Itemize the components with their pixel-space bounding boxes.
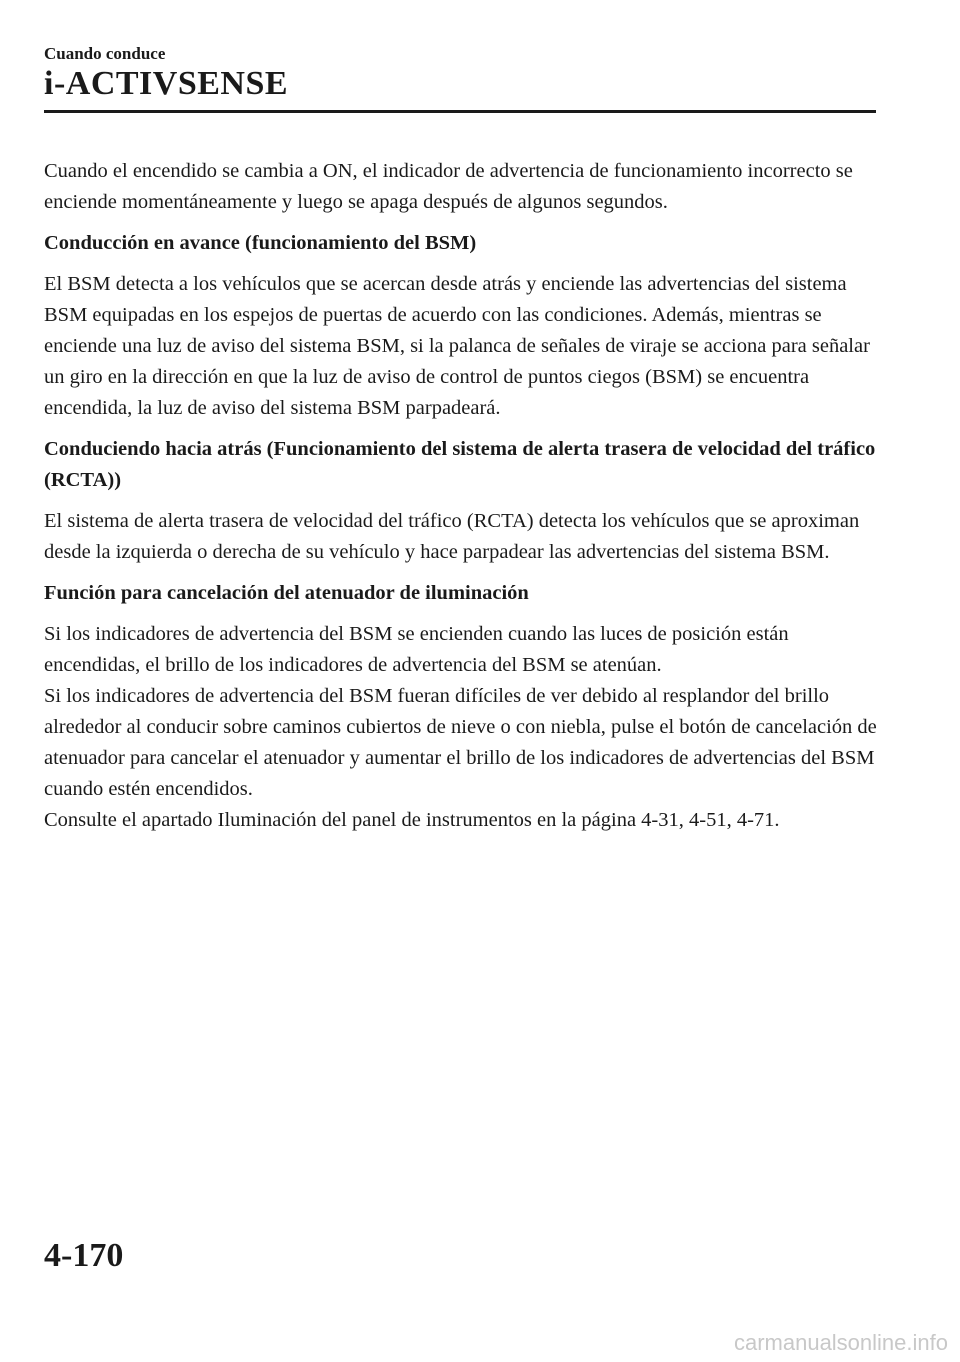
forward-driving-paragraph: El BSM detecta a los vehículos que se acercan desde atrás y enciende las advertencias del sistema BSM equipadas en los espejos de puertas de acuerdo con las condiciones. Además, mientras se enciende una luz de aviso del sistema BSM, si la palanca de señales de viraje se acciona para señalar un giro en la dirección en que la luz de aviso de control de puntos ciegos (BSM) se encuentra encendida, la luz de aviso del sistema BSM parpadeará.: [44, 273, 870, 419]
intro-paragraph: Cuando el encendido se cambia a ON, el indicador de advertencia de funcionamiento incorrecto se enciende momentáneamente y luego se apaga después de algunos segundos.: [44, 160, 853, 213]
page-header: [44, 44, 876, 113]
reverse-driving-paragraph: El sistema de alerta trasera de velocidad del tráfico (RCTA) detecta los vehículos que se aproximan desde la izquierda o derecha de su vehículo y hace parpadear las advertencias del sistema BSM.: [44, 510, 860, 563]
dimmer-paragraph-3: Consulte el apartado Iluminación del panel de instrumentos en la página 4-31, 4-51, 4-71.: [44, 809, 780, 831]
section-label: Cuando conduce: [44, 44, 166, 63]
page-content: [44, 156, 880, 836]
page-number: 4-170: [44, 1237, 124, 1274]
forward-driving-heading: Conducción en avance (funcionamiento del BSM): [44, 232, 477, 254]
dimmer-cancel-heading: Función para cancelación del atenuador de iluminación: [44, 582, 529, 604]
dimmer-paragraph-2: Si los indicadores de advertencia del BSM fueran difíciles de ver debido al resplandor del brillo alrededor al conducir sobre caminos cubiertos de nieve o con niebla, pulse el botón de cancelación de atenuador para cancelar el atenuador y aumentar el brillo de los indicadores de advertencias del BSM cuando estén encendidos.: [44, 685, 877, 800]
reverse-driving-heading: Conduciendo hacia atrás (Funcionamiento del sistema de alerta trasera de velocidad del tráfico (RCTA)): [44, 438, 876, 491]
watermark: carmanualsonline.info: [733, 1330, 948, 1355]
header-divider: [44, 110, 876, 113]
dimmer-paragraph-1: Si los indicadores de advertencia del BSM se encienden cuando las luces de posición están encendidas, el brillo de los indicadores de advertencia del BSM se atenúan.: [44, 623, 789, 676]
chapter-title: i-ACTIVSENSE: [44, 65, 289, 102]
